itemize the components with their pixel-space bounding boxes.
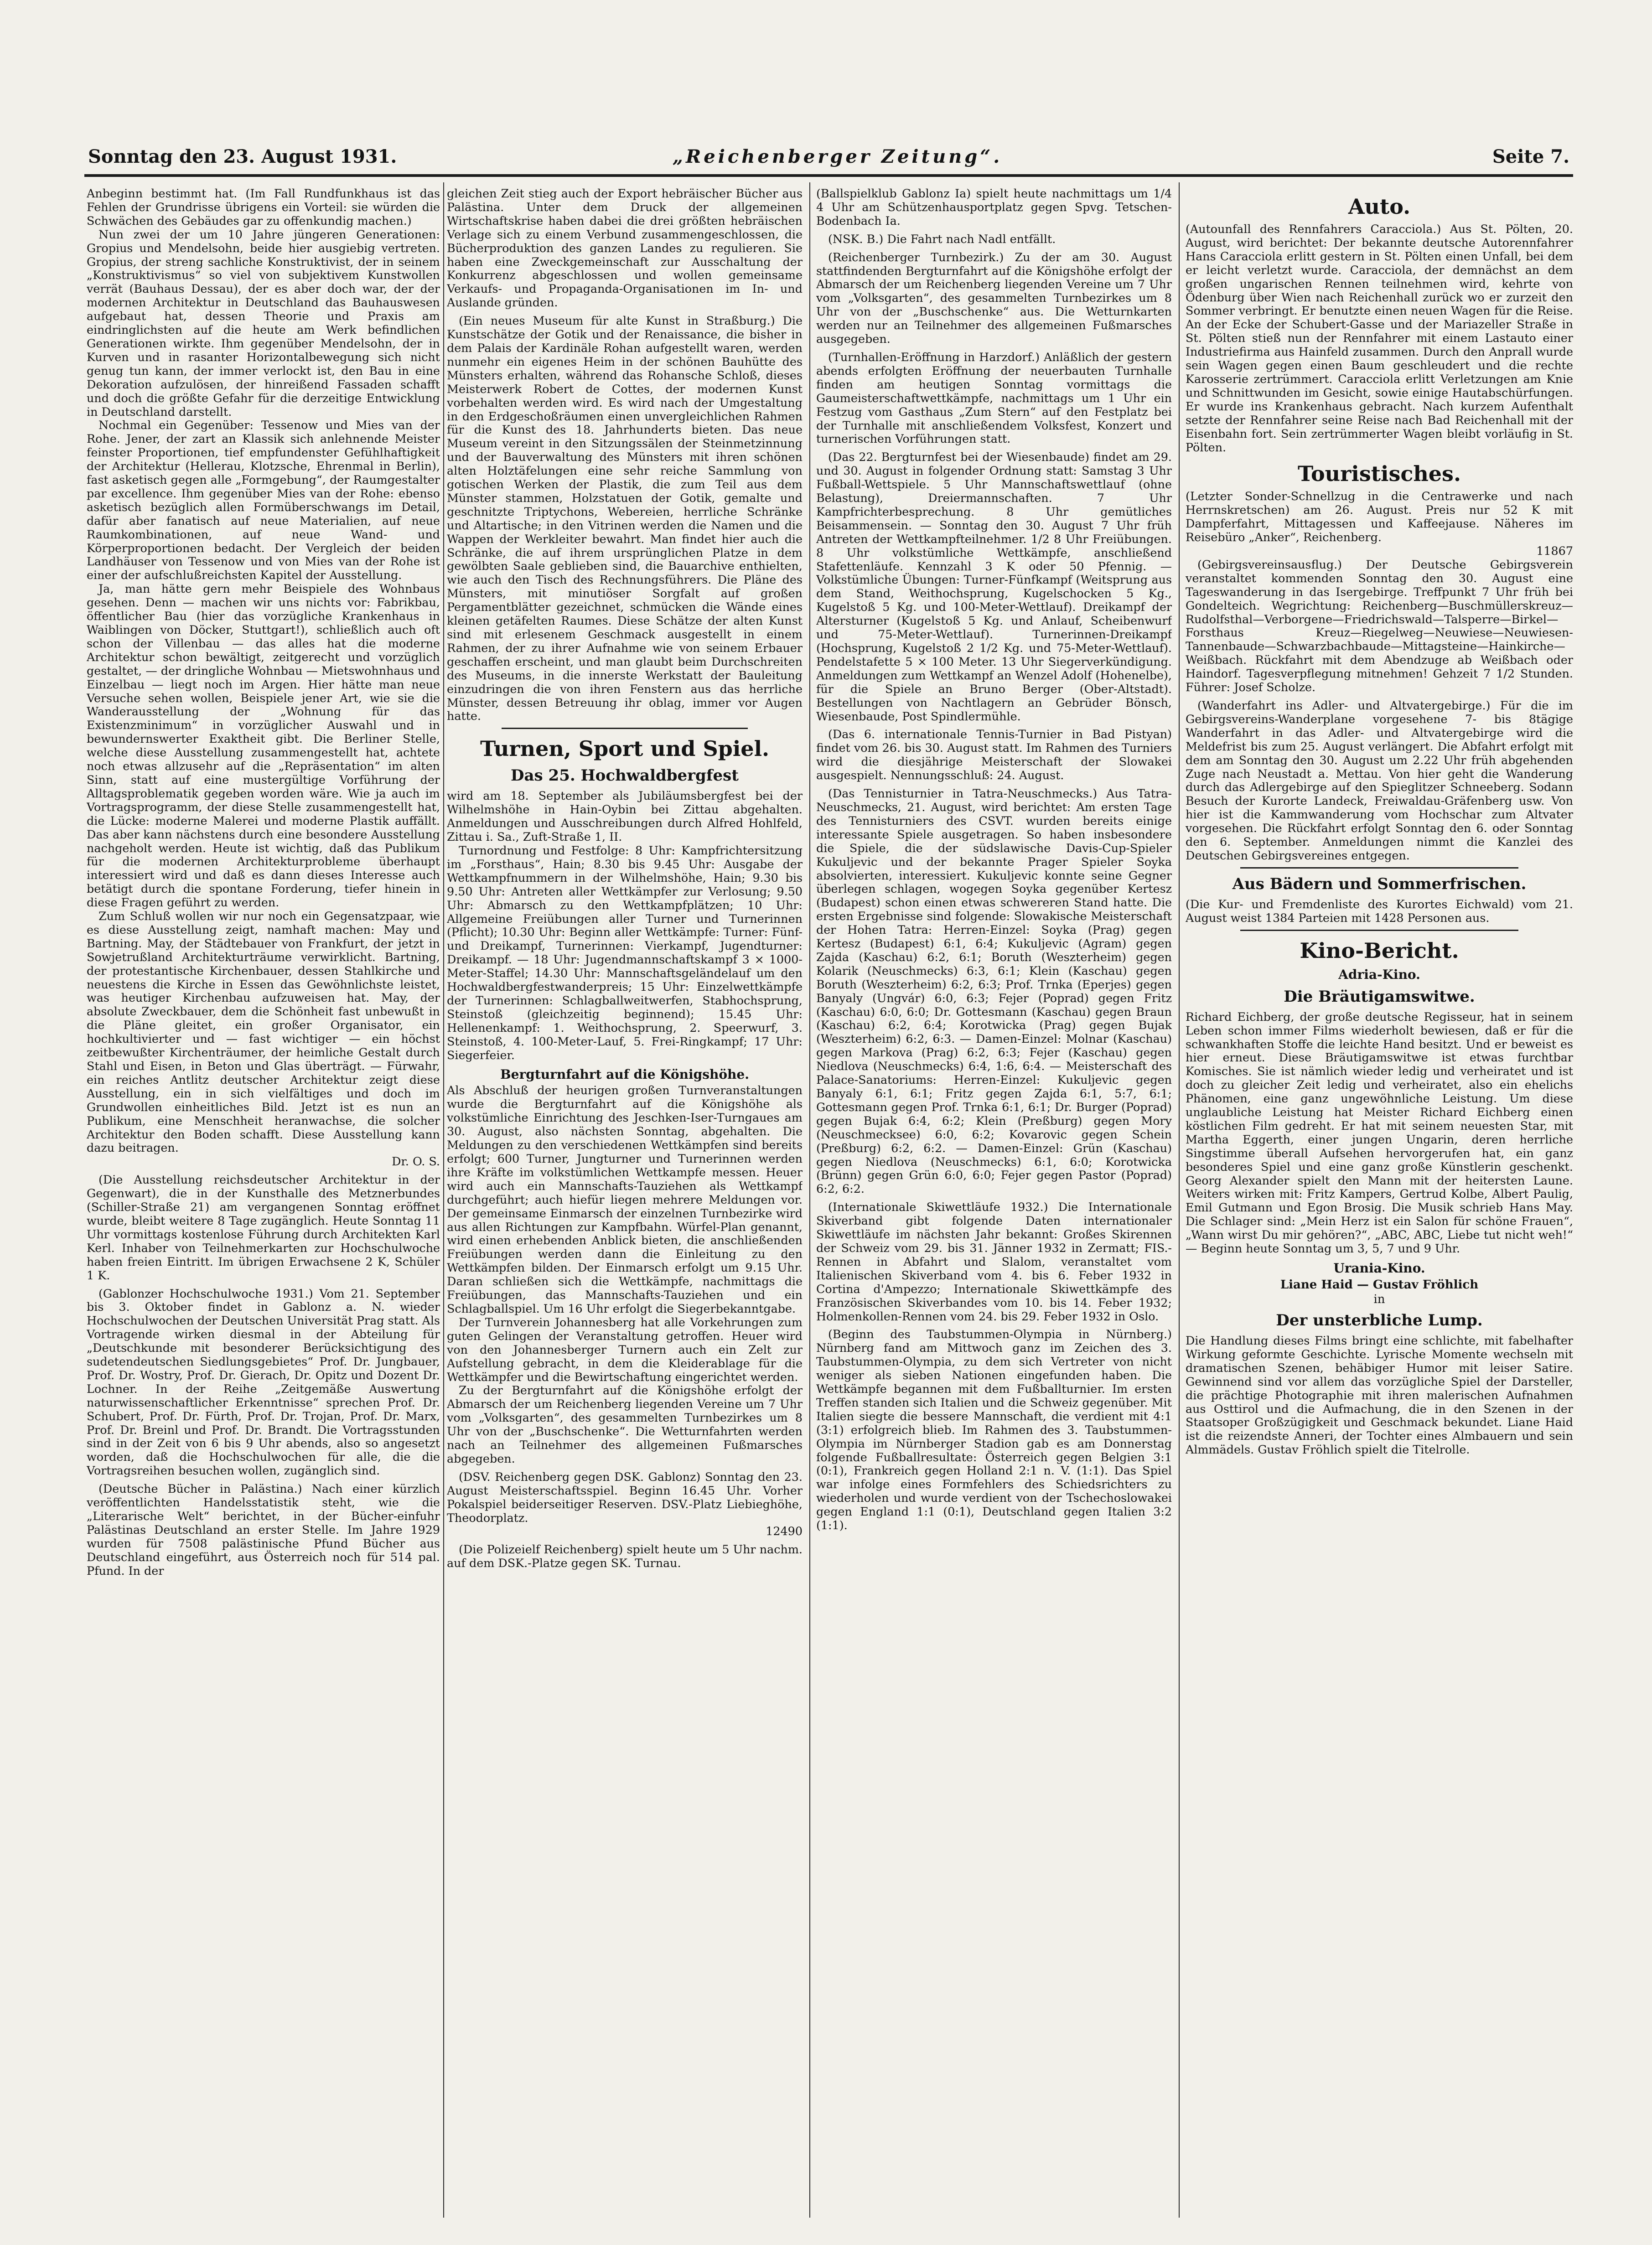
film-cast: Liane Haid — Gustav Fröhlich: [1280, 1278, 1479, 1292]
article-headline: Bergturnfahrt auf die Königshöhe.: [500, 1067, 749, 1082]
column-2: [447, 187, 803, 2218]
divider: [502, 728, 748, 729]
article-paragraph: Als Abschluß der heurigen großen Turnveranstaltungen wurde die Bergturnfahrt auf die Königshöhe als volkstümliche Einrichtung des Jeschken-Iser-Turngaues am 30. August, also nächsten Sonntag, abgehalten. Die Meldungen zu den verschiedenen Wettkämpfen sind bereits erfolgt; 600 Turner, Jungturner und Turnerinnen werden ihre Kräfte im volkstümlichen Wettkampfe messen. Heuer wird auch ein Mannschafts-Tauziehen als Wettkampf durchgeführt; auch hiefür liegen mehrere Meldungen vor. Der gemeinsame Einmarsch der einzelnen Turnbezirke wird aus allen Richtungen zur Kampfbahn. Würfel-Plan genannt, wird einen erhebenden Anblick bieten, die anschließenden Freiübungen werden dann die Einleitung zu den Wettkämpfen bilden. Der Einmarsch erfolgt um 9.15 Uhr. Daran schließen sich die Wettkämpfe, nachmittags die Freiübungen, das Mannschafts-Tauziehen und ein Schlagballspiel. Um 16 Uhr erfolgt die Siegerbekanntgabe.: [447, 1083, 803, 1315]
news-item: (Wanderfahrt ins Adler- und Altvatergebirge.) Für die im Gebirgsvereins-Wanderplane vorgesehene 7- bis 8tägige Wanderfahrt in das Adler- und Altvatergebirge wird die Meldefrist bis zum 25. August verlängert. Die Abfahrt erfolgt mit dem am Sonntag den 30. August um 2.22 Uhr früh abgehenden Zuge nach Neustadt a. Mettau. Von hier geht die Wanderung durch das Adlergebirge auf den Spieglitzer Schneeberg. Sodann Besuch der Kurorte Landeck, Freiwaldau-Gräfenberg usw. Von hier ist die Kammwanderung vom Hochschar zum Altvater vorgesehen. Die Rückfahrt erfolgt Sonntag den 6. oder Sonntag den 6. September. Anmeldungen nimmt die Kanzlei des Deutschen Gebirgsvereines entgegen.: [1186, 698, 1573, 862]
article-paragraph: Ja, man hätte gern mehr Beispiele des Wohnbaus gesehen. Denn — machen wir uns nichts vor: Fabrikbau, öffentlicher Bau (hier das vorzügliche Krankenhaus in Waiblingen von Döcker, Stuttgart!), schließlich auch oft schon der Villenbau — das alles hat die moderne Architektur schon bewältigt, zeitgerecht und vorzüglich gestaltet, — der dringliche Wohnbau — Mietswohnhaus und Einzelbau — liegt noch im Argen. Hier hätte man neue Versuche sehen wollen, Beispiele jener Art, wie sie die Wanderausstellung der „Wohnung für das Existenzminimum“ in vorzüglicher Auswahl und in bewundernswerter Exaktheit gibt. Die Berliner Stelle, welche diese Ausstellung zusammengestellt hat, achtete noch etwas allzusehr auf die „Repräsentation“ im alten Sinn, statt auf eine mustergültige Vorführung der Alltagsproblematik gegeben worden wäre. Wie ja auch im Vortragsprogramm, der diese Stelle zusammengestellt hat, die Lücke: moderne Malerei und moderne Plastik auffällt. Das aber kann nächstens durch eine besondere Ausstellung nachgeholt werden. Heute ist wichtig, daß das Publikum für die modernen Architekturprobleme überhaupt interessiert wird und daß es dann dieses Interesse auch betätigt durch die spontane Forderung, tiefer hinein in diese Fragen geführt zu werden.: [87, 582, 440, 910]
film-review: Richard Eichberg, der große deutsche Regisseur, hat in seinem Leben schon immer Films wiederholt bewiesen, daß er für die schwankhaften Stoffe die leichte Hand besitzt. Und er beweist es hier erneut. Diese Bräutigamswitwe ist etwas furchtbar Komisches. Sie ist nämlich wieder ledig und verheiratet und ist doch zu gleicher Zeit ledig und verheiratet, also ein ehelichs Phänomen, eine ganz ungewöhnliche Leistung. Um diese unglaubliche Leistung hat Meister Richard Eichberg einen köstlichen Film gedreht. Er hat mit seinem neuesten Star, mit Martha Eggerth, einer jungen Ungarin, deren herrliche Singstimme überall Aufsehen hervorgerufen hat, ein ganz besonderes Spiel und eine ganz große Künstlerin geschenkt. Georg Alexander spielt den Mann mit der heitersten Laune. Weiters wirken mit: Fritz Kampers, Gertrud Kolbe, Albert Paulig, Emil Gutmann und Egon Brosig. Die Musik schrieb Hans May. Die Schlager sind: „Mein Herz ist ein Salon für schöne Frauen“, „Wann wirst Du mir gehören?“, „ABC, ABC, Liebe tut nicht weh!“ — Beginn heute Sonntag um 3, 5, 7 und 9 Uhr.: [1186, 1009, 1573, 1256]
article-signature: Dr. O. S.: [392, 1154, 440, 1169]
news-item: (DSV. Reichenberg gegen DSK. Gablonz) Sonntag den 23. August Meisterschaftsspiel. Beginn 16.45 Uhr. Vorher Pokalspiel beiderseitiger Reserven. DSV.-Platz Liebieghöhe, Theodorplatz.: [447, 1469, 803, 1525]
news-item: (Beginn des Taubstummen-Olympia in Nürnberg.) Nürnberg fand am Mittwoch ganz im Zeichen des 3. Taubstummen-Olympia, zu dem sich Vertreter von nicht weniger als sieben Nationen eingefunden haben. Die Wettkämpfe begannen mit dem Fußballturnier. Im ersten Treffen standen sich Italien und die Schweiz gegenüber. Mit Italien siegte die bessere Mannschaft, die verdient mit 4:1 (3:1) erfolgreich blieb. Im Rahmen des 3. Taubstummen-Olympia im Nürnberger Stadion gab es am Donnerstag folgende Fußballresultate: Österreich gegen Belgien 3:1 (0:1), Frankreich gegen Holland 2:1 n. V. (1:1). Das Spiel war infolge eines Formfehlers des Schiedsrichters zu wiederholen und wurde verdient von der Tschechoslowakei gegen England 1:1 (0:1), Deutschland gegen Italien 3:2 (1:1).: [816, 1327, 1172, 1532]
news-item: (Turnhallen-Eröffnung in Harzdorf.) Anläßlich der gestern abends erfolgten Eröffnung der neuerbauten Turnhalle finden am heutigen Sonntag vormittags die Gaumeisterschaftwettkämpfe, nachmittags um 1 Uhr ein Festzug vom Gasthaus „Zum Stern“ auf den Festplatz bei der Turnhalle mit anschließendem Volksfest, Konzert und turnerischen Vorführungen statt.: [816, 350, 1172, 446]
news-item: (NSK. B.) Die Fahrt nach Nadl entfällt.: [828, 232, 1056, 246]
news-item: (Ein neues Museum für alte Kunst in Straßburg.) Die Kunstschätze der Gotik und der Renaissance, die bisher in dem Palais der Kardinäle Rohan aufgestellt waren, werden nunmehr ein eigenes Heim in der schönen Bauhütte des Münsters erhalten, während das Rohansche Schloß, dieses Meisterwerk Robert de Cottes, der modernen Kunst vorbehalten werden wird. Es wird nach der Umgestaltung in den Erdgeschoßräumen einen unvergleichlichen Rahmen für die Kunst des 18. Jahrhunderts bieten. Das neue Museum vereint in den Sitzungssälen der Steinmetzinnung und der Bauverwaltung des Münsters mit ihren schönen alten Holztäfelungen eine sehr reiche Sammlung von gotischen Werken der Plastik, die zum Teil aus dem Münster stammen, Holzstatuen der Gotik, gemalte und geschnitzte Triptychons, Webereien, herrliche Schränke und Altartische; in den Vitrinen werden die Namen und die Wappen der Werkleiter bewahrt. Man findet hier auch die Schränke, die auf ihrem ursprünglichen Platze in dem gewölbten Saale geblieben sind, die Bauarchive enthielten, wie auch den Tisch des Rechnungsführers. Die Pläne des Münsters, mit minutiöser Sorgfalt auf großen Pergamentblätter gezeichnet, schmücken die Wände eines kleinen getäfelten Raumes. Diese Schätze der alten Kunst sind mit erlesenem Geschmack ausgestellt in einem Rahmen, der zu ihrer Aufnahme wie von seinem Erbauer geschaffen erscheint, und man glaubt beim Durchschreiten des Museums, in die innerste Werkstatt der Bauleitung einzudringen die von ihren Fenstern aus das herrliche Münster, dessen Betreuung ihr oblag, immer vor Augen hatte.: [447, 314, 803, 723]
article-paragraph: wird am 18. September als Jubiläumsbergfest bei der Wilhelmshöhe in Hain-Oybin bei Zittau abgehalten. Anmeldungen und Ausschreibungen durch Alfred Hohlfeld, Zittau i. Sa., Zuft-Straße 1, II.: [447, 789, 803, 844]
news-item: (Die Kur- und Fremdenliste des Kurortes Eichwald) vom 21. August weist 1384 Parteien mit 1428 Personen aus.: [1186, 897, 1573, 925]
news-item: (Gablonzer Hochschulwoche 1931.) Vom 21. September bis 3. Oktober findet in Gablonz a. N. wieder Hochschulwochen der Deutschen Universität Prag statt. Als Vortragende wirken diesmal in der Abteilung für „Deutschkunde mit besonderer Berücksichtigung des sudetendeutschen Siedlungsgebietes“ Prof. Dr. Jungbauer, Prof. Dr. Wostry, Prof. Dr. Gierach, Dr. Opitz und Dozent Dr. Lochner. In der Reihe „Zeitgemäße Auswertung naturwissenschaftlicher Erkenntnisse“ sprechen Prof. Dr. Schubert, Prof. Dr. Fürth, Prof. Dr. Trojan, Prof. Dr. Marx, Prof. Dr. Breinl und Prof. Dr. Brandt. Die Vortragsstunden sind in der Zeit von 6 bis 9 Uhr abends, also so angesetzt worden, daß die Hochschulwochen für alle, die die Vortragsreihen besuchen wollen, zugänglich sind.: [87, 1286, 440, 1478]
article-paragraph: gleichen Zeit stieg auch der Export hebräischer Bücher aus Palästina. Unter dem Druck der allgemeinen Wirtschaftskrise haben dabei die drei größten hebräischen Verlage sich zu einem Verbund zusammengeschlossen, die Bücherproduktion des ganzen Landes zu regulieren. Sie haben eine Zweckgemeinschaft zur Ausschaltung der Konkurrenz abgeschlossen und wollen gemeinsame Verkaufs- und Propaganda-Organisationen im In- und Auslande gründen.: [447, 187, 803, 310]
news-item: (Das Tennisturnier in Tatra-Neuschmecks.) Aus Tatra-Neuschmecks, 21. August, wird berichtet: Am ersten Tage des Tennisturniers des CSVT. wurden bereits einige interessante Spiele ausgetragen. So haben insbesondere die Spiele, die der südslawische Davis-Cup-Spieler Kukuljevic und der bekannte Prager Spieler Soyka absolvierten, interessiert. Kukuljevic konnte seine Gegner überlegen schlagen, wogegen Soyka gegenüber Kertesz (Budapest) schon einen etwas schwereren Stand hatte. Die ersten Ergebnisse sind folgende: Slowakische Meisterschaft der Hohen Tatra: Herren-Einzel: Soyka (Prag) gegen Kertesz (Budapest) 6:1, 6:4; Kukuljevic (Agram) gegen Zajda (Kaschau) 6:2, 6:1; Boruth (Weszterheim) gegen Kolarik (Neuschmecks) 6:3, 6:1; Klein (Kaschau) gegen Boruth (Weszterheim) 6:2, 6:3; Prof. Trnka (Eperjes) gegen Banyaly (Ungvár) 6:0, 6:3; Fejer (Poprad) gegen Fritz (Kaschau) 6:0, 6:0; Dr. Gottesmann (Kaschau) gegen Braun (Kaschau) 6:2, 6:4; Korotwicka (Prag) gegen Bujak (Weszterheim) 6:2, 6:3. — Damen-Einzel: Molnar (Kaschau) gegen Markova (Prag) 6:2, 6:3; Fejer (Kaschau) gegen Niedlova (Neuschmecks) 6:4, 1:6, 6:4. — Meisterschaft des Palace-Sanatoriums: Herren-Einzel: Kukuljevic gegen Banyaly 6:1, 6:1; Fritz gegen Zajda 6:1, 5:7, 6:1; Gottesmann gegen Prof. Trnka 6:1, 6:1; Dr. Burger (Poprad) gegen Bujak 6:4, 6:2; Klein (Preßburg) gegen Mory (Neuschmecksee) 6:0, 6:2; Kovarovic gegen Schein (Preßburg) 6:2, 6:2. — Damen-Einzel: Grün (Kaschau) gegen Niedlova (Neuschmecks) 6:1, 6:0; Korotwicka (Brünn) gegen Grün 6:0, 6:0; Fejer gegen Pastor (Poprad) 6:2, 6:2.: [816, 786, 1172, 1196]
header-date: Sonntag den 23. August 1931.: [88, 146, 397, 167]
column-4: [1186, 187, 1573, 2218]
article-paragraph: Der Turnverein Johannesberg hat alle Vorkehrungen zum guten Gelingen der Veranstaltung getroffen. Heuer wird von den Johannesberger Turnern auch ein Zelt zur Aufstellung gebracht, in dem die Kleiderablage für die Wettkämpfer und die Bewirtschaftung eingerichtet werden.: [447, 1315, 803, 1384]
column-rule: [1179, 182, 1180, 2218]
news-item: (Die Polizeielf Reichenberg) spielt heute um 5 Uhr nachm. auf dem DSK.-Platze gegen SK. Turnau.: [447, 1542, 803, 1570]
section-heading-sport: Turnen, Sport und Spiel.: [480, 736, 770, 761]
ad-number: 12490: [766, 1524, 803, 1538]
ad-number: 11867: [1536, 544, 1573, 558]
article-paragraph: Anbeginn bestimmt hat. (Im Fall Rundfunkhaus ist das Fehlen der Grundrisse übrigens ein Vorteil: sie würden die Schwächen des Gebäudes gar zu offenkundig machen.): [87, 187, 440, 228]
film-title: Die Bräutigamswitwe.: [1284, 987, 1475, 1006]
divider: [1240, 867, 1518, 869]
news-item: (Deutsche Bücher in Palästina.) Nach einer kürzlich veröffentlichten Handelsstatistik steht, wie die „Literarische Welt“ berichtet, in der Bücher-einfuhr Palästinas Deutschland an erster Stelle. Im Jahre 1929 wurden für 7508 palästinische Pfund Bücher aus Deutschland eingeführt, aus Österreich noch für 514 pal. Pfund. In der: [87, 1482, 440, 1578]
column-rule: [809, 182, 810, 2218]
news-item: (Die Ausstellung reichsdeutscher Architektur in der Gegenwart), die in der Kunsthalle des Metznerbundes (Schiller-Straße 21) am vergangenen Sonntag eröffnet wurde, bleibt weitere 8 Tage zugänglich. Heute Sonntag 11 Uhr vormittags kostenlose Führung durch Architekten Karl Kerl. Inhaber von Teilnehmerkarten zur Hochschulwoche haben freien Eintritt. Im übrigen Erwachsene 2 K, Schüler 1 K.: [87, 1173, 440, 1282]
article-paragraph: Zum Schluß wollen wir nur noch ein Gegensatzpaar, wie es diese Ausstellung zeigt, namhaft machen: May und Bartning. May, der Städtebauer von Frankfurt, der jetzt in Sowjetrußland Architekturträume verwirklicht. Bartning, der protestantische Kirchenbauer, dessen Stahlkirche und neuestens die Kirche in Essen das Gewöhnlichste leistet, was heutiger Kirchenbau aufzuweisen hat. May, der absolute Zweckbauer, dem die Schönheit fast unbewußt in die Pläne gleitet, ein großer Organisator, ein hochkultivierter und — fast wichtiger — ein höchst zeitbewußter Kirchenträumer, der heimliche Gestalt durch Stahl und Eisen, in Beton und Glas überträgt. — Fürwahr, ein reiches Antlitz deutscher Architektur zeigt diese Ausstellung, ein in sich vielfältiges und doch im Grundwollen einheitliches Bild. Jetzt ist es nun an Publikum, eine Menschheit heranwachse, die solcher Architektur den Boden schafft. Diese Ausstellung kann dazu beitragen.: [87, 909, 440, 1155]
news-item: (Ballspielklub Gablonz Ia) spielt heute nachmittags um 1/4 4 Uhr am Schützenhausportplatz gegen Spvg. Tetschen-Bodenbach Ia.: [816, 187, 1172, 228]
section-heading-baeder: Aus Bädern und Sommerfrischen.: [1232, 874, 1527, 893]
news-item: (Das 6. internationale Tennis-Turnier in Bad Pistyan) findet vom 26. bis 30. August statt. Im Rahmen des Turniers wird die diesjährige Meisterschaft der Slowakei ausgespielt. Nennungsschluß: 24. August.: [816, 727, 1172, 782]
article-paragraph: Nun zwei der um 10 Jahre jüngeren Generationen: Gropius und Mendelsohn, beide hier ausgiebig vertreten. Gropius, der streng sachliche Konstruktivist, der in seinem „Konstruktivismus“ so viel von subjektivem Kunstwollen verrät (Bauhaus Dessau), der es aber doch war, der der modernen Architektur in Deutschland das Bauhauswesen aufgebaut hat, dessen Theorie und Praxis am eindringlichsten auf die heute am Werk befindlichen Generationen wirkte. Ihm gegenüber Mendelsohn, der in Kurven und in rasanter Horizontalbewegung sich nicht genug tun kann, der immer verlockt ist, den Bau in eine Dekoration aufzulösen, der hinreißend Fassaden schafft und doch die größte Gefahr für die derzeitige Entwicklung in Deutschland darstellt.: [87, 227, 440, 419]
column-1: [87, 187, 440, 2218]
news-item: (Letzter Sonder-Schnellzug in die Centrawerke und nach Herrnskretschen) am 26. August. Preis nur 52 K mit Dampferfahrt, Mittagessen und Kaffeejause. Näheres im Reisebüro „Anker“, Reichenberg.: [1186, 489, 1573, 544]
column-rule: [443, 182, 444, 2218]
article-paragraph: Zu der Bergturnfahrt auf die Königshöhe erfolgt der Abmarsch der um Reichenberg liegenden Vereine um 7 Uhr vom „Volksgarten“, des gesammelten Turnbezirkes um 8 Uhr von der „Buschschenke“. Die Wetturnfahrten werden nach an Teilnehmer des allgemeinen Fußmarsches abgegeben.: [447, 1383, 803, 1465]
film-title: Der unsterbliche Lump.: [1276, 1311, 1483, 1329]
section-heading-touristik: Touristisches.: [1298, 461, 1461, 486]
header-page-number: Seite 7.: [1492, 146, 1569, 167]
article-headline: Das 25. Hochwaldbergfest: [511, 766, 739, 785]
article-paragraph: Nochmal ein Gegenüber: Tessenow und Mies van der Rohe. Jener, der zart an Klassik sich anlehnende Meister feinster Proportionen, tief empfundenster Gefühlhaftigkeit der Architektur (Hellerau, Klotzsche, Ehrenmal in Berlin), fast asketisch gegen alle „Formgebung“, der Raumgestalter par excellence. Ihm gegenüber Mies van der Rohe: ebenso asketisch bezüglich allen Formüberschwangs im Detail, dafür aber fanatisch auf neue Materialien, auf neue Raumkombinationen, auf neue Wand- und Körperproportionen bedacht. Der Vergleich der beiden Landhäuser von Tessenow und von Mies van der Rohe ist einer der aufschlußreichsten Kapitel der Ausstellung.: [87, 418, 440, 582]
news-item: (Das 22. Bergturnfest bei der Wiesenbaude) findet am 29. und 30. August in folgender Ordnung statt: Samstag 3 Uhr Fußball-Wettspiele. 5 Uhr Mannschaftswettlauf (ohne Belastung), Dreiermannschaften. 7 Uhr Kampfrichterbesprechung. 8 Uhr gemütliches Beisammensein. — Sonntag den 30. August 7 Uhr früh Antreten der Wettkampfteilnehmer. 1/2 8 Uhr Freiübungen. 8 Uhr volkstümliche Wettkämpfe, anschließend Stafettenläufe. Kennzahl 3 K oder 50 Pfennig. — Volkstümliche Übungen: Turner-Fünfkampf (Weitsprung aus dem Stand, Weithochsprung, Kugelschocken 5 Kg., Kugelstoß 5 Kg. und 100-Meter-Wettlauf). Dreikampf der Altersturner (Kugelstoß 5 Kg. und Anlauf, Scheibenwurf und 75-Meter-Wettlauf). Turnerinnen-Dreikampf (Hochsprung, Kugelstoß 2 1/2 Kg. und 75-Meter-Wettlauf). Pendelstafette 5 × 100 Meter. 13 Uhr Siegerverkündigung. Anmeldungen zum Wettkampf an Wenzel Adolf (Hohenelbe), für die Spiele an Bruno Berger (Ober-Altstadt). Bestellungen von Nachtlagern an Gebrüder Bönsch, Wiesenbaude, Post Spindlermühle.: [816, 450, 1172, 723]
news-item: (Internationale Skiwettläufe 1932.) Die Internationale Skiverband gibt folgende Daten internationaler Skiwettläufe im nächsten Jahr bekannt: Großes Skirennen der Schweiz vom 29. bis 31. Jänner 1932 in Zermatt; FIS.-Rennen in Abfahrt und Slalom, veranstaltet vom Italienischen Skiverband vom 4. bis 6. Feber 1932 in Cortina d'Ampezzo; Internationale Skiwettkämpfe des Französischen Skiverbandes vom 10. bis 14. Feber 1932; Holmenkollen-Rennen vom 24. bis 29. Feber 1932 in Oslo.: [816, 1200, 1172, 1323]
header-title: „Reichenberger Zeitung“.: [673, 146, 1003, 167]
section-heading-auto: Auto.: [1348, 194, 1411, 219]
cinema-name: Adria-Kino.: [1338, 967, 1420, 982]
column-3: [816, 187, 1172, 2218]
film-cast-connector: in: [1373, 1293, 1385, 1306]
cinema-name: Urania-Kino.: [1333, 1261, 1425, 1276]
divider: [1240, 930, 1518, 931]
article-paragraph: Turnordnung und Festfolge: 8 Uhr: Kampfrichtersitzung im „Forsthaus“, Hain; 8.30 bis 9.45 Uhr: Ausgabe der Wettkampfnummern in der Wilhelmshöhe, Hain; 9.30 bis 9.50 Uhr: Antreten aller Wettkämpfer zur Verlosung; 9.50 Uhr: Abmarsch zu den Wettkampfplätzen; 10 Uhr: Allgemeine Freiübungen aller Turner und Turnerinnen (Pflicht); 10.30 Uhr: Beginn aller Wettkämpfe: Turner: Fünf- und Dreikampf, Turnerinnen: Vierkampf, Jugendturner: Dreikampf. — 18 Uhr: Jugendmannschaftskampf 3 × 1000-Meter-Staffel; 14.30 Uhr: Mannschaftsgeländelauf um den Hochwaldbergfestwanderpreis; 15 Uhr: Einzelwettkämpfe der Turnerinnen: Schlagballweitwerfen, Stabhochsprung, Steinstoß (gleichzeitig beginnend); 15.45 Uhr: Hellenenkampf: 1. Weithochsprung, 2. Speerwurf, 3. Steinstoß, 4. 100-Meter-Lauf, 5. Frei-Ringkampf; 17 Uhr: Siegerfeier.: [447, 843, 803, 1062]
page-header: [84, 142, 1573, 177]
news-item: (Autounfall des Rennfahrers Caracciola.) Aus St. Pölten, 20. August, wird berichtet: Der bekannte deutsche Autorennfahrer Hans Caracciola erlitt gestern in St. Pölten einen Unfall, bei dem er leicht verletzt wurde. Caracciola, der demnächst an dem großen ungarischen Rennen teilnehmen wird, kehrte von Ödenburg über Wien nach Reichenhall zurück wo er zurzeit den Sommer verbringt. Er benutzte einen neuen Wagen für die Reise. An der Ecke der Schubert-Gasse und der Mariazeller Straße in St. Pölten stieß nun der Rennfahrer mit einem Lastauto einer Industriefirma aus Hainfeld zusammen. Durch den Anprall wurde sein Wagen gegen einen Baum geschleudert und die rechte Karosserie zertrümmert. Caracciola erlitt Verletzungen am Knie und Schnittwunden im Gesicht, sowie einige Hautabschürfungen. Er wurde ins Krankenhaus gebracht. Nach kurzem Aufenthalt setzte der Rennfahrer seine Reise nach Bad Reichenhall mit der Eisenbahn fort. Sein zertrümmerter Wagen bleibt vorläufig in St. Pölten.: [1186, 222, 1573, 454]
film-review: Die Handlung dieses Films bringt eine schlichte, mit fabelhafter Wirkung geformte Geschichte. Lyrische Momente wechseln mit dramatischen Szenen, behäbiger Humor mit leiser Satire. Gewinnend sind vor allem das vorzügliche Spiel der Darsteller, die prächtige Photographie mit ihren malerischen Aufnahmen aus Osttirol und die Aufmachung, die in den Szenen in der Staatsoper Großzügigkeit und Geschmack bekundet. Liane Haid ist die reizendste Anneri, der Tochter eines Almbauern und sein Almmädels. Gustav Fröhlich spielt die Titelrolle.: [1186, 1334, 1573, 1457]
news-item: (Reichenberger Turnbezirk.) Zu der am 30. August stattfindenden Bergturnfahrt auf die Königshöhe erfolgt der Abmarsch der um Reichenberg liegenden Vereine um 7 Uhr vom „Volksgarten“, des gesammelten Turnbezirkes um 8 Uhr von der „Buschschenke“ aus. Die Wetturnkarten werden nur an Teilnehmer des allgemeinen Fußmarsches ausgegeben.: [816, 250, 1172, 346]
section-heading-kino: Kino-Bericht.: [1300, 938, 1459, 963]
news-item: (Gebirgsvereinsausflug.) Der Deutsche Gebirgsverein veranstaltet kommenden Sonntag den 30. August eine Tageswanderung in das Isergebirge. Treffpunkt 7 Uhr früh bei Gondelteich. Wegrichtung: Reichenberg—Buschmüllerskreuz—Rudolfsthal—Verborgene—Friedrichswald—Talsperre—Birkel—Forsthaus Kreuz—Riegelweg—Neuwiese—Neuwiesen-Tannenbaude—Schwarzbachbaude—Mittagsteine—Hainkirche—Weißbach. Rückfahrt mit dem Abendzuge ab Weißbach oder Haindorf. Tagesverpflegung mitnehmen! Gehzeit 7 1/2 Stunden. Führer: Josef Scholze.: [1186, 557, 1573, 694]
